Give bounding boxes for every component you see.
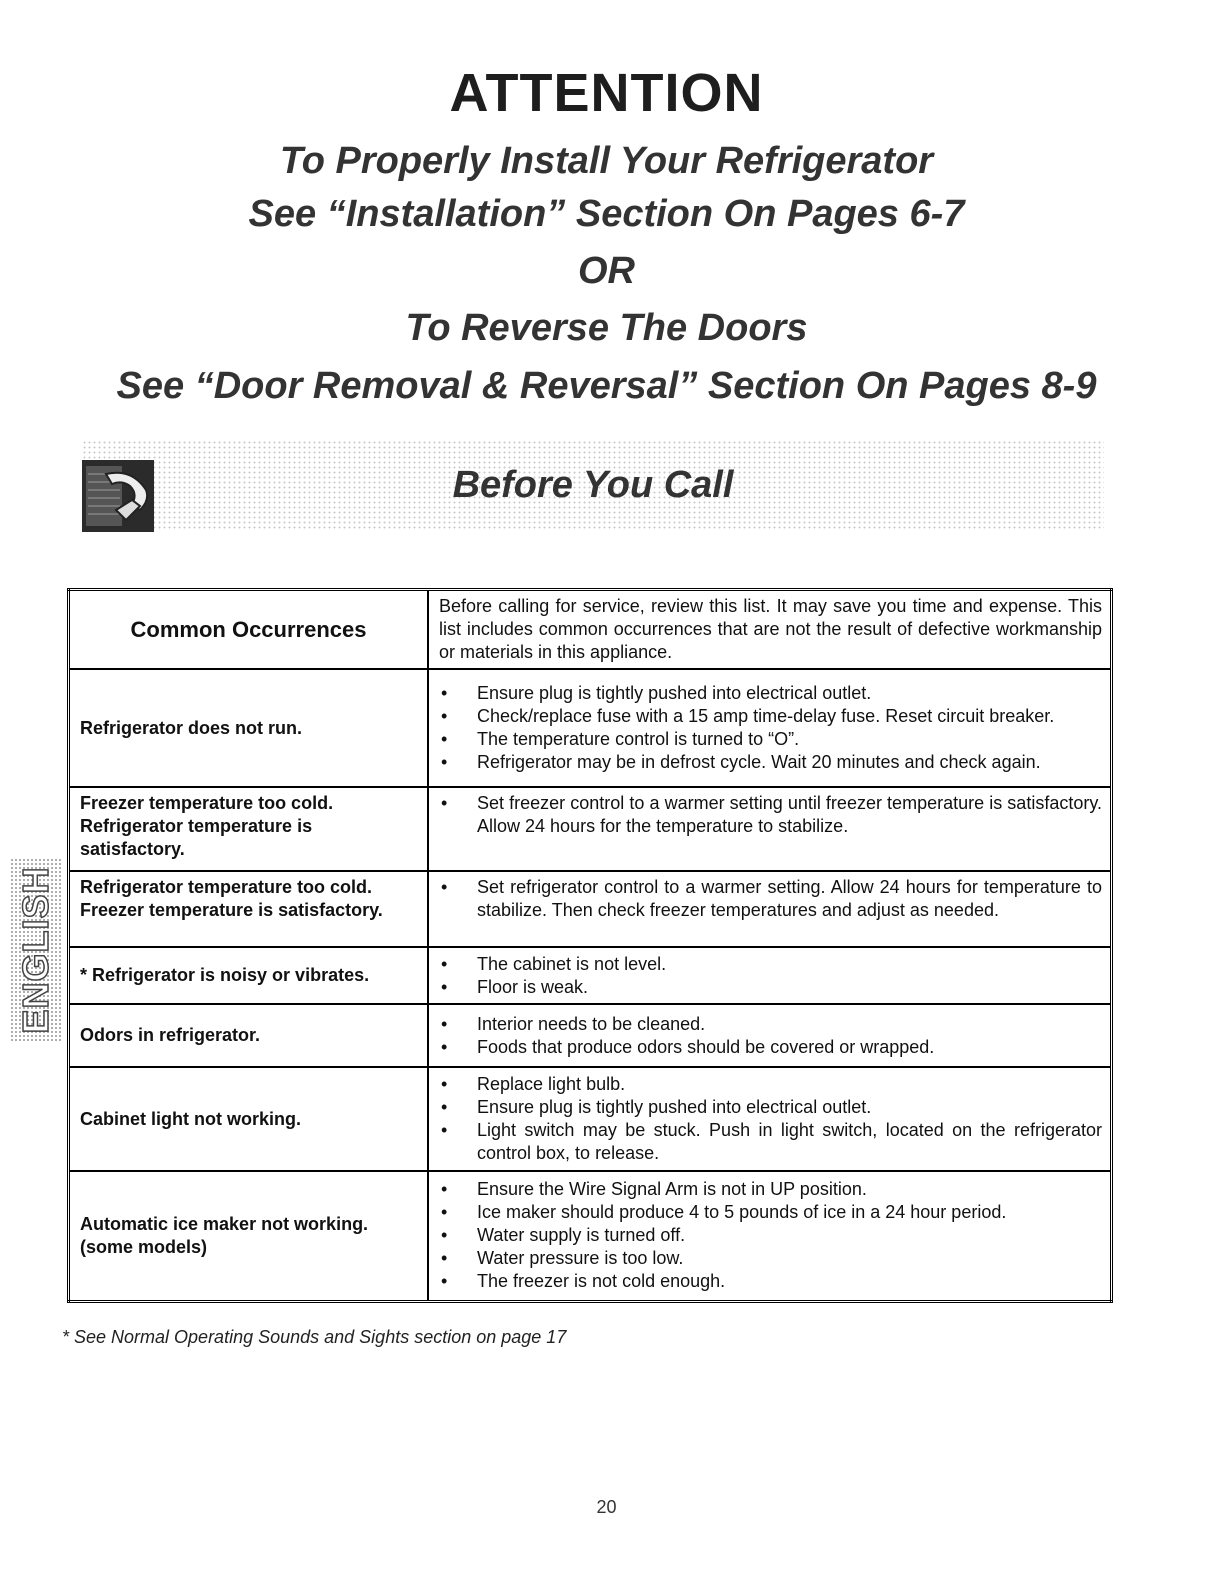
solution-item: • Set refrigerator control to a warmer setting. Allow 24 hours for temperature to stabilize. Then check freezer temperatures and adjust as needed. (439, 876, 1102, 922)
install-pages-line: See “Installation” Section On Pages 6-7 (248, 193, 965, 235)
solution-item: • The temperature control is turned to “O”. (439, 728, 1102, 751)
solution-cell (428, 1067, 1112, 1171)
table-row (69, 871, 1112, 947)
solution-item: • Set freezer control to a warmer setting until freezer temperature is satisfactory. Allow 24 hours for the temperature to stabilize. (439, 792, 1102, 838)
solution-item: • Refrigerator may be in defrost cycle. Wait 20 minutes and check again. (439, 751, 1102, 774)
table-row (69, 947, 1112, 1004)
solution-item: • Light switch may be stuck. Push in light switch, located on the refrigerator control box, to release. (439, 1119, 1102, 1165)
solution-cell (428, 947, 1112, 1004)
solution-item: • Interior needs to be cleaned. (439, 1013, 1102, 1036)
table-row (69, 1171, 1112, 1301)
solution-item: • Ice maker should produce 4 to 5 pounds of ice in a 24 hour period. (439, 1201, 1102, 1224)
solution-item: • Water supply is turned off. (439, 1224, 1102, 1247)
table-header-row (69, 590, 1112, 670)
table-header-left: Common Occurrences (69, 590, 429, 670)
solution-item: • Ensure plug is tightly pushed into electrical outlet. (439, 1096, 1102, 1119)
problem-cell: Refrigerator temperature too cold. Freezer temperature is satisfactory. (69, 871, 429, 947)
problem-cell: Odors in refrigerator. (69, 1004, 429, 1067)
solution-cell (428, 871, 1112, 947)
table-header-intro: Before calling for service, review this list. It may save you time and expense. This list includes common occurrences that are not the result of defective workmanship or materials in this appliance. (428, 590, 1112, 670)
solution-item: • Ensure the Wire Signal Arm is not in UP position. (439, 1178, 1102, 1201)
problem-cell: Cabinet light not working. (69, 1067, 429, 1171)
solution-item: • Foods that produce odors should be covered or wrapped. (439, 1036, 1102, 1059)
solution-item: • The cabinet is not level. (439, 953, 1102, 976)
solution-item: • Water pressure is too low. (439, 1247, 1102, 1270)
table-row (69, 1004, 1112, 1067)
problem-cell: Automatic ice maker not working. (some models) (69, 1171, 429, 1301)
table-row (69, 1067, 1112, 1171)
page-number: 20 (596, 1497, 617, 1517)
attention-title: ATTENTION (449, 63, 764, 123)
footnote: * See Normal Operating Sounds and Sights section on page 17 (62, 1327, 567, 1347)
or-line: OR (578, 250, 635, 292)
solution-item: • Check/replace fuse with a 15 amp time-delay fuse. Reset circuit breaker. (439, 705, 1102, 728)
table-row (69, 787, 1112, 871)
language-tab-label: ENGLISH (15, 866, 56, 1034)
common-occurrences-table (67, 588, 1113, 1303)
install-line: To Properly Install Your Refrigerator (279, 140, 934, 182)
problem-cell: * Refrigerator is noisy or vibrates. (69, 947, 429, 1004)
problem-cell: Refrigerator does not run. (69, 669, 429, 787)
solution-item: • The freezer is not cold enough. (439, 1270, 1102, 1293)
language-tab (10, 858, 62, 1043)
door-removal-pages-line: See “Door Removal & Reversal” Section On Pages 8-9 (116, 365, 1097, 407)
solution-item: • Floor is weak. (439, 976, 1102, 999)
solution-cell (428, 1171, 1112, 1301)
solution-item: • Ensure plug is tightly pushed into electrical outlet. (439, 682, 1102, 705)
solution-cell (428, 669, 1112, 787)
solution-item: • Replace light bulb. (439, 1073, 1102, 1096)
before-you-call-title: Before You Call (452, 464, 734, 506)
solution-cell (428, 787, 1112, 871)
solution-cell (428, 1004, 1112, 1067)
table-row (69, 669, 1112, 787)
problem-cell: Freezer temperature too cold. Refrigerator temperature is satisfactory. (69, 787, 429, 871)
reverse-doors-line: To Reverse The Doors (405, 307, 808, 349)
before-you-call-banner (82, 440, 1104, 530)
